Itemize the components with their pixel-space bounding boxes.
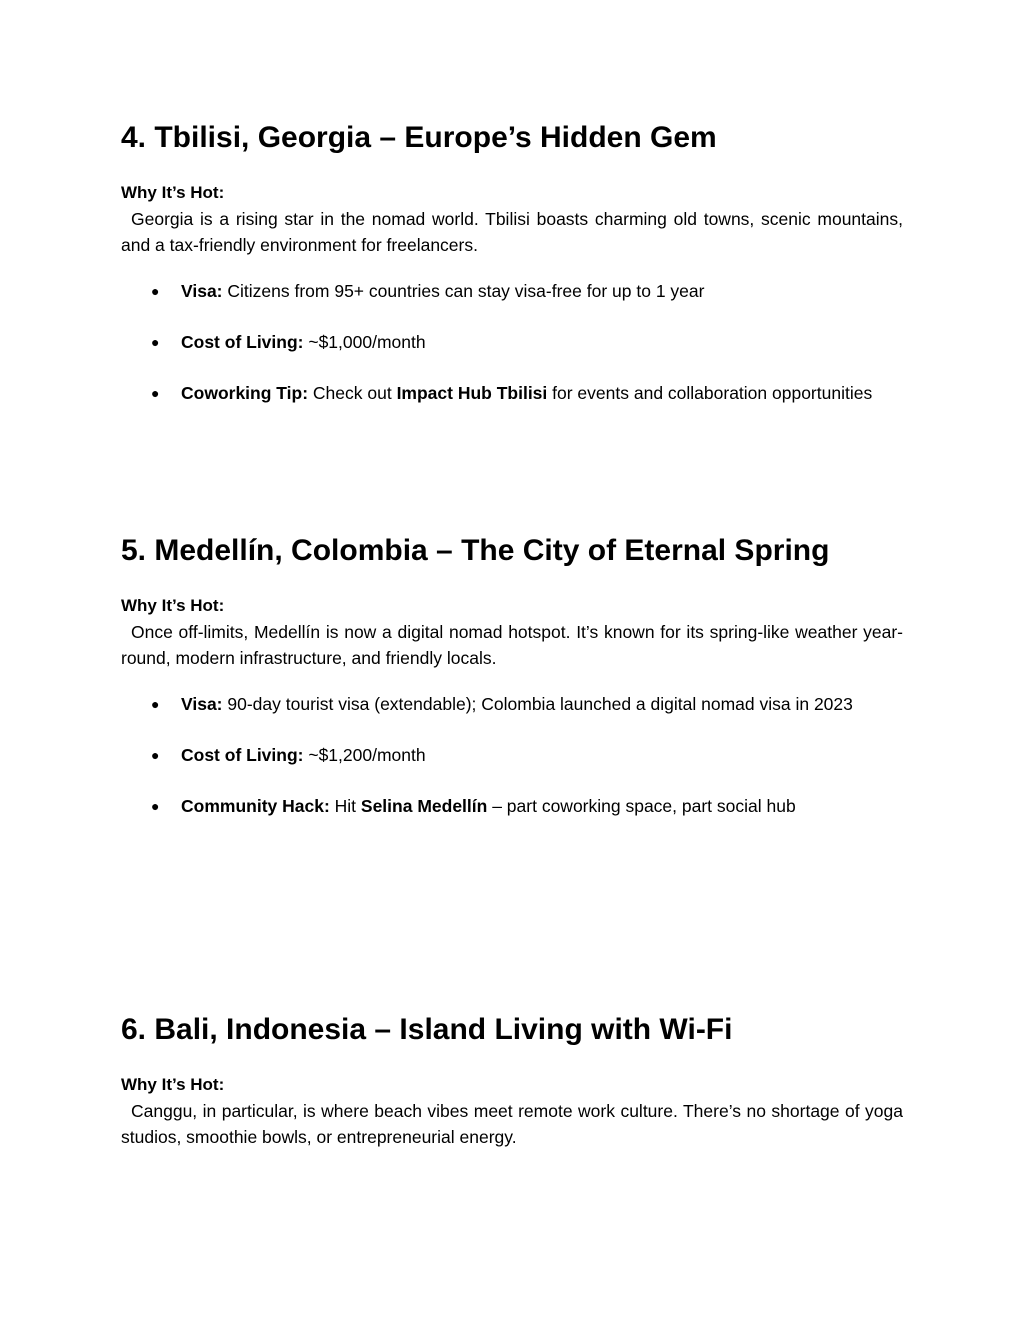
why-label: Why It’s Hot: (121, 183, 225, 202)
bullet-list (121, 278, 903, 406)
list-item (121, 329, 903, 355)
list-item (121, 793, 903, 819)
list-item (121, 742, 903, 768)
section-bali (121, 1010, 903, 1150)
bullet-text: – part coworking space, part social hub (487, 796, 796, 816)
bullet-text: ~$1,000/month (303, 332, 426, 352)
bullet-label: Coworking Tip: (181, 383, 309, 403)
section-body: Once off-limits, Medellín is now a digital nomad hotspot. It’s known for its spring-like weather year-round, modern infrastructure, and friendly locals. (121, 622, 903, 668)
why-label: Why It’s Hot: (121, 1075, 225, 1094)
bullet-label: Cost of Living: (181, 745, 304, 765)
bullet-dot: ● (151, 747, 160, 763)
bullet-dot: ● (151, 696, 160, 712)
bullet-dot: ● (151, 798, 160, 814)
section-medellin (121, 531, 903, 844)
bullet-text: Hit (329, 796, 361, 816)
bullet-list (121, 691, 903, 819)
bullet-emphasis: Selina Medellín (360, 796, 488, 816)
bullet-dot: ● (151, 283, 160, 299)
section-heading: 4. Tbilisi, Georgia – Europe’s Hidden Gem (121, 121, 717, 154)
bullet-text: 90-day tourist visa (extendable); Colombia launched a digital nomad visa in 2023 (222, 694, 853, 714)
bullet-label: Visa: (181, 694, 223, 714)
bullet-text: ~$1,200/month (303, 745, 426, 765)
bullet-dot: ● (151, 334, 160, 350)
bullet-text: for events and collaboration opportunities (547, 383, 873, 403)
list-item (121, 691, 903, 717)
list-item (121, 278, 903, 304)
bullet-text: Check out (308, 383, 397, 403)
bullet-text: Citizens from 95+ countries can stay visa-free for up to 1 year (222, 281, 705, 301)
bullet-label: Cost of Living: (181, 332, 304, 352)
why-label: Why It’s Hot: (121, 596, 225, 615)
section-tbilisi (121, 118, 903, 431)
section-heading: 6. Bali, Indonesia – Island Living with Wi-Fi (121, 1013, 733, 1046)
list-item (121, 380, 903, 406)
bullet-emphasis: Impact Hub Tbilisi (396, 383, 548, 403)
bullet-label: Community Hack: (181, 796, 330, 816)
section-body: Georgia is a rising star in the nomad world. Tbilisi boasts charming old towns, scenic mountains, and a tax-friendly environment for freelancers. (121, 209, 903, 255)
bullet-label: Visa: (181, 281, 223, 301)
section-body: Canggu, in particular, is where beach vibes meet remote work culture. There’s no shortage of yoga studios, smoothie bowls, or entrepreneurial energy. (121, 1101, 903, 1147)
section-heading: 5. Medellín, Colombia – The City of Eternal Spring (121, 534, 830, 567)
bullet-dot: ● (151, 385, 160, 401)
